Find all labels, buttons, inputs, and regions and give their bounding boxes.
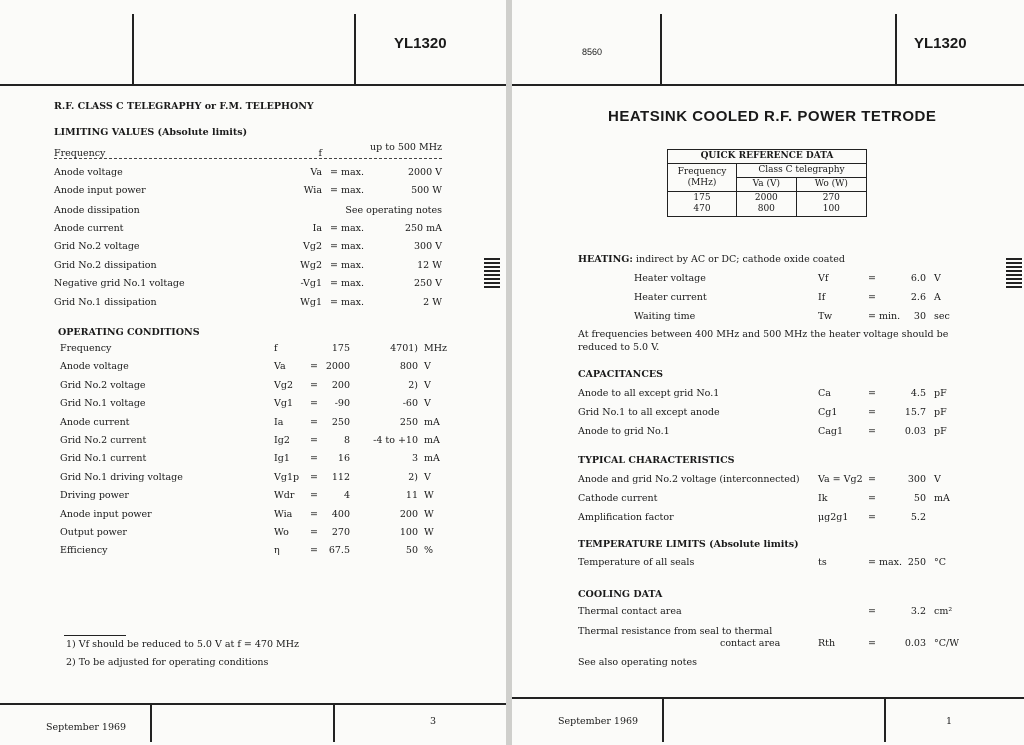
operating-symbol: Wo <box>274 527 289 538</box>
footer-divider <box>884 698 886 742</box>
typ-unit: V <box>934 474 941 485</box>
cooling-title: COOLING DATA <box>578 589 663 600</box>
operating-value-470: 3 <box>411 453 418 465</box>
operating-unit: mA <box>424 435 440 446</box>
operating-symbol: Va <box>274 361 286 373</box>
operating-equals: = <box>310 471 318 483</box>
operating-symbol: η <box>274 545 280 557</box>
operating-symbol: Vg2 <box>274 379 293 391</box>
limiting-value: See operating notes <box>345 205 442 216</box>
footer-divider <box>150 704 152 742</box>
operating-label: Grid No.2 voltage <box>60 379 146 391</box>
qrd-cell <box>737 192 797 217</box>
typ-label: Cathode current <box>578 493 658 504</box>
left-page <box>0 0 508 745</box>
operating-label: Output power <box>60 527 127 538</box>
operating-value-175: 2000 <box>325 361 350 373</box>
operating-symbol: Ig2 <box>274 435 290 446</box>
type-header: YL1320 <box>914 35 967 52</box>
header-rule <box>0 84 508 86</box>
operating-label: Grid No.1 driving voltage <box>60 471 183 483</box>
operating-value-470: 800 <box>399 361 418 373</box>
operating-value-175: 112 <box>331 471 350 483</box>
operating-symbol: Wdr <box>274 490 295 502</box>
operating-unit: mA <box>424 416 440 428</box>
qrd-freq-1: 175 <box>693 193 711 203</box>
header-rule <box>512 84 1024 86</box>
typ-equals: = <box>868 512 876 523</box>
operating-value-175: 16 <box>337 453 350 465</box>
operating-value-470: 2) <box>408 471 418 483</box>
temp-equals: = max. <box>868 557 903 568</box>
section-title: R.F. CLASS C TELEGRAPHY or F.M. TELEPHONY <box>54 101 314 112</box>
typ-value: 50 <box>913 493 926 504</box>
operating-unit: V <box>424 361 431 373</box>
limiting-symbol: Vg2 <box>303 241 322 252</box>
operating-title: OPERATING CONDITIONS <box>58 327 200 338</box>
limiting-value: 2000 V <box>407 167 442 178</box>
qrd-title: QUICK REFERENCE DATA <box>668 150 867 164</box>
operating-symbol: Ig1 <box>274 453 290 465</box>
operating-value-470: 100 <box>399 527 418 538</box>
heat-symbol: Tw <box>818 311 833 322</box>
footer-date: September 1969 <box>558 716 639 727</box>
operating-unit: V <box>424 471 431 483</box>
cool-label: Thermal resistance from seal to thermal <box>578 626 773 637</box>
heat-unit: sec <box>934 311 950 322</box>
operating-value-470: 50 <box>405 545 418 557</box>
heating-line <box>578 254 845 266</box>
operating-symbol: f <box>274 343 278 354</box>
operating-value-175: 200 <box>331 379 350 391</box>
heating-text: indirect by AC or DC; cathode oxide coated <box>635 254 845 265</box>
limiting-value: 12 W <box>417 260 442 271</box>
limiting-symbol: Wg1 <box>300 297 322 308</box>
operating-value-470: 11 <box>405 490 418 502</box>
caps-value: 15.7 <box>904 407 926 418</box>
qrd-va-1: 2000 <box>754 193 778 203</box>
cool-label: Thermal contact area <box>578 606 682 617</box>
limiting-condition: = max. <box>330 185 365 196</box>
header-divider <box>132 14 134 86</box>
operating-unit: V <box>424 379 431 391</box>
operating-unit: mA <box>424 453 440 465</box>
cool-symbol: Rth <box>818 638 836 649</box>
heat-value: 6.0 <box>910 273 926 284</box>
limiting-symbol: f <box>318 148 322 159</box>
operating-equals: = <box>310 490 318 502</box>
footer-rule <box>0 703 508 705</box>
capacitances-title: CAPACITANCES <box>578 369 664 380</box>
operating-label: Efficiency <box>60 545 108 557</box>
typ-value: 300 <box>907 474 926 485</box>
qrd-va-2: 800 <box>757 204 775 214</box>
heating-note-2: reduced to 5.0 V. <box>578 342 660 353</box>
operating-label: Frequency <box>60 343 112 354</box>
limiting-symbol: -Vg1 <box>300 278 322 289</box>
operating-value-175: 67.5 <box>328 545 350 557</box>
footer-divider <box>333 704 335 742</box>
cool-unit: cm² <box>934 606 953 617</box>
caps-symbol: Ca <box>818 388 831 399</box>
limiting-condition: = max. <box>330 223 365 234</box>
temp-value: 250 <box>907 557 926 568</box>
qrd-cell <box>796 192 866 217</box>
page-title: HEATSINK COOLED R.F. POWER TETRODE <box>608 108 937 125</box>
typ-symbol: Va = Vg2 <box>818 474 863 485</box>
operating-value-470: 4701) <box>390 343 418 354</box>
cool-value: 3.2 <box>910 606 926 617</box>
page-number: 3 <box>430 716 437 727</box>
operating-label: Driving power <box>60 490 129 502</box>
operating-unit: W <box>424 490 434 502</box>
type-header: YL1320 <box>394 35 447 52</box>
operating-value-175: 400 <box>331 508 350 520</box>
limiting-condition: = max. <box>330 241 365 252</box>
limiting-label: Anode input power <box>54 185 146 196</box>
operating-symbol: Vg1p <box>274 471 300 483</box>
operating-equals: = <box>310 435 318 446</box>
footnote-2: 2) To be adjusted for operating conditions <box>66 657 269 668</box>
operating-equals: = <box>310 508 318 520</box>
limiting-label: Anode current <box>54 223 124 234</box>
heat-symbol: Vf <box>818 273 829 284</box>
see-also-note: See also operating notes <box>578 657 697 668</box>
limiting-value: 250 mA <box>404 223 442 234</box>
operating-label: Anode current <box>60 416 130 428</box>
caps-equals: = <box>868 407 876 418</box>
heat-equals: = <box>868 273 876 284</box>
limiting-condition: = max. <box>330 167 365 178</box>
footer-divider <box>662 698 664 742</box>
heating-note-1: At frequencies between 400 MHz and 500 MHz the heater voltage should be <box>578 329 949 340</box>
operating-value-175: 175 <box>331 343 350 354</box>
temp-symbol: ts <box>818 557 827 568</box>
caps-label: Anode to grid No.1 <box>578 426 670 437</box>
operating-value-175: 8 <box>343 435 350 446</box>
limiting-condition: = max. <box>330 278 365 289</box>
qrd-wo-1: 270 <box>822 193 840 203</box>
limiting-symbol: Wg2 <box>300 260 322 271</box>
operating-label: Grid No.1 voltage <box>60 398 146 410</box>
qrd-va-header: Va (V) <box>737 178 797 192</box>
limiting-value: 250 V <box>413 278 442 289</box>
operating-value-175: 270 <box>331 527 350 538</box>
limiting-value: 2 W <box>423 297 442 308</box>
footnote-1: 1) Vf should be reduced to 5.0 V at f = 470 MHz <box>66 639 300 650</box>
temperature-title: TEMPERATURE LIMITS (Absolute limits) <box>578 539 799 550</box>
operating-value-175: 4 <box>343 490 350 502</box>
heating-label: HEATING: <box>578 254 633 265</box>
operating-equals: = <box>310 545 318 557</box>
limiting-value: 500 W <box>411 185 442 196</box>
limiting-label: Anode dissipation <box>54 205 140 216</box>
limiting-condition: = max. <box>330 297 365 308</box>
limiting-condition: = max. <box>330 260 365 271</box>
caps-equals: = <box>868 426 876 437</box>
header-divider <box>354 14 356 86</box>
operating-value-470: -60 <box>402 398 418 410</box>
footer-date: September 1969 <box>46 722 127 733</box>
operating-unit: V <box>424 398 431 410</box>
cool-unit: °C/W <box>934 638 959 649</box>
operating-equals: = <box>310 527 318 538</box>
limiting-label: Anode voltage <box>54 167 123 178</box>
qrd-freq-2: 470 <box>693 204 711 214</box>
caps-label: Anode to all except grid No.1 <box>578 388 720 399</box>
page-number: 1 <box>946 716 953 727</box>
qrd-class-header: Class C telegraphy <box>737 164 867 178</box>
cool-label: contact area <box>720 638 781 649</box>
operating-value-470: -4 to +10 <box>373 435 418 446</box>
quick-reference-table <box>667 149 867 217</box>
limiting-label: Grid No.2 voltage <box>54 241 140 252</box>
heat-value: 30 <box>913 311 926 322</box>
limiting-symbol: Ia <box>312 223 322 234</box>
header-divider <box>660 14 662 86</box>
caps-unit: pF <box>934 407 947 418</box>
temp-unit: °C <box>934 557 947 568</box>
caps-value: 4.5 <box>910 388 926 399</box>
operating-value-470: 2) <box>408 379 418 391</box>
caps-value: 0.03 <box>904 426 926 437</box>
operating-equals: = <box>310 361 318 373</box>
operating-equals: = <box>310 453 318 465</box>
operating-value-470: 200 <box>399 508 418 520</box>
operating-symbol: Ia <box>274 416 284 428</box>
typ-equals: = <box>868 474 876 485</box>
operating-equals: = <box>310 416 318 428</box>
heat-label: Heater voltage <box>634 273 706 284</box>
caps-unit: pF <box>934 426 947 437</box>
operating-unit: % <box>424 545 434 557</box>
operating-label: Anode input power <box>60 508 152 520</box>
limiting-value: up to 500 MHz <box>370 142 442 153</box>
operating-unit: MHz <box>424 343 448 354</box>
qrd-frequency-header: Frequency (MHz) <box>668 164 737 192</box>
typ-symbol: μg2g1 <box>818 512 849 523</box>
operating-unit: W <box>424 508 434 520</box>
limiting-title: LIMITING VALUES (Absolute limits) <box>54 127 248 138</box>
typical-title: TYPICAL CHARACTERISTICS <box>578 455 735 466</box>
footer-rule <box>512 697 1024 699</box>
heat-equals: = min. <box>868 311 901 322</box>
operating-label: Anode voltage <box>60 361 129 373</box>
footnote-rule <box>64 635 126 636</box>
heat-unit: V <box>934 273 941 284</box>
typ-label: Anode and grid No.2 voltage (interconnected) <box>578 474 800 485</box>
cool-equals: = <box>868 638 876 649</box>
qrd-wo-2: 100 <box>822 204 840 214</box>
caps-unit: pF <box>934 388 947 399</box>
caps-symbol: Cg1 <box>818 407 838 418</box>
operating-equals: = <box>310 379 318 391</box>
limiting-symbol: Wia <box>303 185 322 196</box>
limiting-symbol: Va <box>310 167 322 178</box>
header-divider <box>895 14 897 86</box>
caps-label: Grid No.1 to all except anode <box>578 407 720 418</box>
heat-label: Waiting time <box>634 311 696 322</box>
limiting-value: 300 V <box>413 241 442 252</box>
registration-marks <box>484 258 500 290</box>
heat-equals: = <box>868 292 876 303</box>
document-code: 8560 <box>582 47 603 57</box>
typ-equals: = <box>868 493 876 504</box>
divider <box>54 158 442 159</box>
heat-unit: A <box>934 292 941 303</box>
operating-equals: = <box>310 398 318 410</box>
cool-equals: = <box>868 606 876 617</box>
heat-symbol: If <box>818 292 826 303</box>
limiting-label: Grid No.1 dissipation <box>54 297 157 308</box>
operating-value-175: -90 <box>334 398 350 410</box>
qrd-cell <box>668 192 737 217</box>
operating-symbol: Vg1 <box>274 398 293 410</box>
registration-marks <box>1006 258 1022 290</box>
caps-equals: = <box>868 388 876 399</box>
heat-label: Heater current <box>634 292 707 303</box>
cool-value: 0.03 <box>904 638 926 649</box>
operating-unit: W <box>424 527 434 538</box>
heat-value: 2.6 <box>910 292 926 303</box>
limiting-label: Frequency <box>54 148 106 159</box>
temp-label: Temperature of all seals <box>578 557 695 568</box>
operating-label: Grid No.2 current <box>60 435 147 446</box>
operating-value-470: 250 <box>399 416 418 428</box>
operating-value-175: 250 <box>331 416 350 428</box>
qrd-wo-header: Wo (W) <box>796 178 866 192</box>
operating-symbol: Wia <box>274 508 293 520</box>
typ-symbol: Ik <box>818 493 828 504</box>
caps-symbol: Cag1 <box>818 426 844 437</box>
operating-label: Grid No.1 current <box>60 453 147 465</box>
typ-value: 5.2 <box>910 512 926 523</box>
typ-unit: mA <box>934 493 950 504</box>
limiting-label: Negative grid No.1 voltage <box>54 278 185 289</box>
limiting-label: Grid No.2 dissipation <box>54 260 157 271</box>
typ-label: Amplification factor <box>578 512 674 523</box>
